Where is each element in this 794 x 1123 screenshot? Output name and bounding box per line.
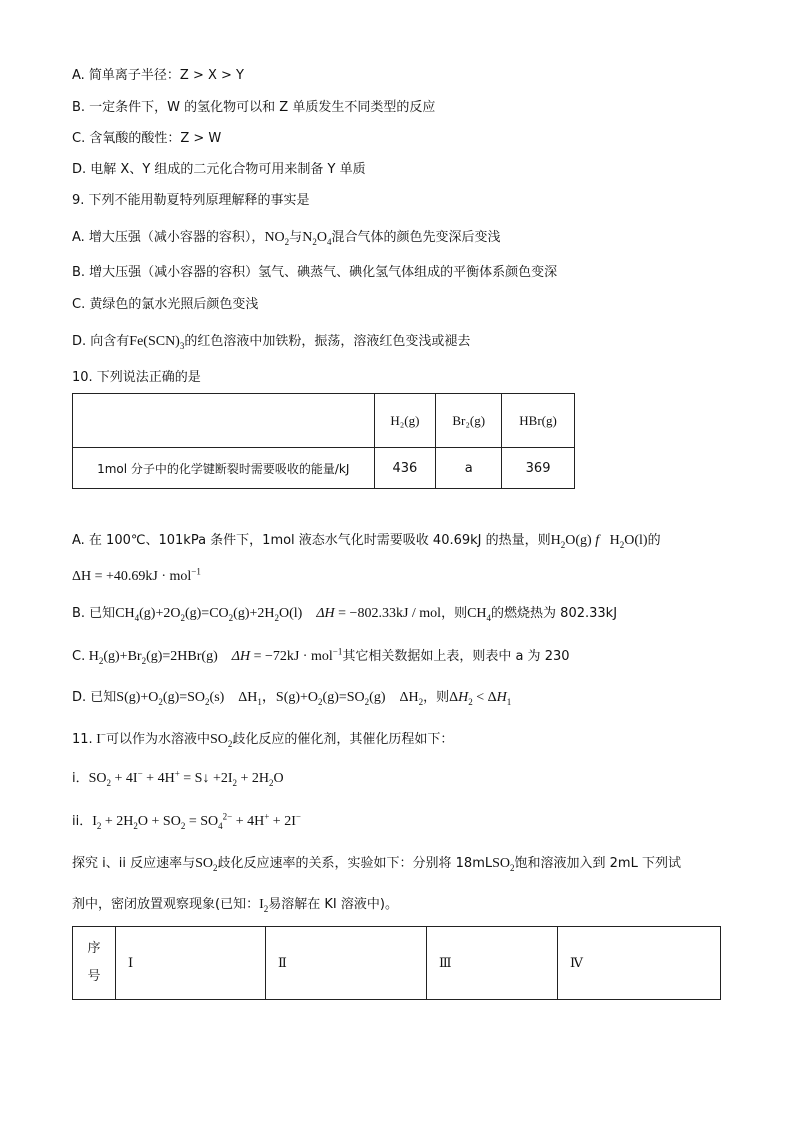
bond-energy-table: [72, 393, 575, 489]
table-cell-h2: 436: [374, 448, 436, 489]
table-header-index: 序 号: [73, 927, 116, 1000]
table-header-col-1: Ⅰ: [116, 927, 266, 1000]
q10-option-b: B. 已知$CH_4(g)+2O_2(g)=CO_2(g)+2H_2O(l)$ ΔH = −802.33kJ / mol，则$CH_4$的燃烧热为 802.33kJ: [72, 606, 618, 623]
table-row-label: 1mol 分子中的化学键断裂时需要吸收的能量/kJ: [73, 448, 375, 489]
q10-option-d: D. 已知$S(g)+O_2(g)=SO_2(s)$ $\Delta H_1$，$S(g)+O_2(g)=SO_2(g)$ $\Delta H_2$，则$\Delta H_2 < \Delta H_1$: [72, 690, 512, 707]
q11-step-ii: ii．$I_2 + 2H_2O + SO_2 = SO_4^{2-} + 4H^+ + 2I^-$: [72, 811, 301, 831]
q9-stem: 9. 下列不能用勒夏特列原理解释的事实是: [72, 193, 310, 208]
table-header-empty: [73, 394, 375, 448]
table-header-col-4: Ⅳ: [558, 927, 721, 1000]
q11-step-i: i．$SO_2 + 4I^- + 4H^+$ = S↓ $+2I_2 + 2H_2O$: [72, 768, 284, 788]
q9-option-a: A. 增大压强（减小容器的容积），$NO_2$与$N_2O_4$混合气体的颜色先变深后变浅: [72, 230, 501, 247]
table-header-col-3: Ⅲ: [427, 927, 558, 1000]
q9-option-c: C. 黄绿色的氯水光照后颜色变浅: [72, 297, 259, 312]
table-header-br2: Br₂(g): [436, 394, 502, 448]
q8-option-a: A. 简单离子半径：Z > X > Y: [72, 68, 244, 83]
table-cell-hbr: 369: [502, 448, 575, 489]
q8-option-b: B. 一定条件下，W 的氢化物可以和 Z 单质发生不同类型的反应: [72, 100, 436, 115]
q11-explore-line2: 剂中，密闭放置观察现象(已知：$I_2$易溶解在 KI 溶液中)。: [72, 897, 398, 914]
q10-option-a-line1: A. 在 100℃、101kPa 条件下，1mol 液态水气化时需要吸收 40.69kJ 的热量，则$H_2O(g)$ f $H_2O(l)$的: [72, 533, 661, 550]
q9-option-d: D. 向含有$Fe(SCN)_3$的红色溶液中加铁粉，振荡，溶液红色变浅或褪去: [72, 334, 471, 351]
table-header-hbr: HBr(g): [502, 394, 575, 448]
q11-explore-line1: 探究 i、ii 反应速率与$SO_2$歧化反应速率的关系，实验如下：分别将 18mLSO$_2$饱和溶液加入到 2mL 下列试: [72, 856, 681, 873]
table-header-h2: H₂(g): [374, 394, 436, 448]
q8-option-d: D. 电解 X、Y 组成的二元化合物可用来制备 Y 单质: [72, 162, 366, 177]
table-header-col-2: Ⅱ: [266, 927, 427, 1000]
table-cell-br2: a: [436, 448, 502, 489]
q8-option-c: C. 含氧酸的酸性：Z > W: [72, 131, 222, 146]
q10-option-c: C. $H_2(g)+Br_2(g)=2HBr(g)$ ΔH = −72kJ · mol$^{-1}$其它相关数据如上表，则表中 a 为 230: [72, 646, 570, 666]
q11-stem: 11. I−可以作为水溶液中$SO_2$歧化反应的催化剂，其催化历程如下：: [72, 729, 454, 749]
q9-option-b: B. 增大压强（减小容器的容积）氢气、碘蒸气、碘化氢气体组成的平衡体系颜色变深: [72, 265, 558, 280]
q10-option-a-line2: ΔH = +40.69kJ · mol$^{-1}$: [72, 566, 201, 584]
experiment-table: [72, 926, 721, 1000]
q10-stem: 10. 下列说法正确的是: [72, 370, 201, 385]
